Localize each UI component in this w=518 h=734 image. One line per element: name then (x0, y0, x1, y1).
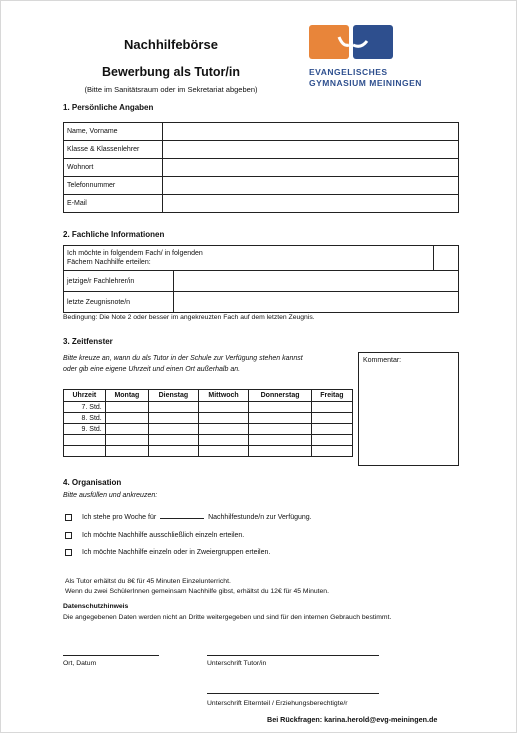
privacy-heading: Datenschutzhinweis (63, 603, 129, 610)
subject-info-table (63, 245, 459, 313)
place-date-label: Ort, Datum (63, 660, 97, 667)
col-tuesday: Dienstag (149, 390, 199, 402)
field-phone[interactable] (163, 177, 459, 195)
table-row (64, 141, 459, 159)
slot-cell[interactable] (249, 402, 311, 413)
section3-heading: 3. Zeitfenster (63, 337, 113, 346)
col-time: Uhrzeit (64, 390, 106, 402)
option-hours-label (82, 514, 312, 521)
slot-cell[interactable] (149, 424, 199, 435)
timeslot-instructions-line2: oder gib eine eigene Uhrzeit und einen Ort außerhalb an. (63, 366, 241, 373)
label-email: E-Mail (64, 195, 163, 213)
field-teacher[interactable] (174, 271, 459, 292)
label-residence: Wohnort (64, 159, 163, 177)
slot-cell[interactable] (249, 446, 311, 457)
logo-wave-icon (353, 25, 393, 59)
col-thursday: Donnerstag (249, 390, 311, 402)
table-header-row (64, 390, 353, 402)
field-grade[interactable] (174, 292, 459, 313)
label-subjects-line2: Fächern Nachhilfe erteilen: (67, 259, 151, 266)
table-row (64, 424, 353, 435)
option-single-label: Ich möchte Nachhilfe ausschließlich einzeln erteilen. (82, 532, 245, 539)
slot-cell[interactable] (198, 424, 249, 435)
field-class[interactable] (163, 141, 459, 159)
slot-cell[interactable] (311, 402, 352, 413)
table-row (64, 177, 459, 195)
option-group-label: Ich möchte Nachhilfe einzeln oder in Zweiergruppen erteilen. (82, 549, 271, 556)
payment-info (65, 577, 329, 597)
slot-cell[interactable] (105, 446, 148, 457)
comment-box[interactable] (358, 352, 459, 466)
document-title: Nachhilfebörse (124, 37, 218, 52)
field-email[interactable] (163, 195, 459, 213)
slot-cell[interactable] (149, 435, 199, 446)
table-row (64, 435, 353, 446)
slot-cell[interactable] (249, 413, 311, 424)
option-hours-text-before: Ich stehe pro Woche für (82, 514, 157, 521)
option-group-checkbox[interactable] (65, 549, 72, 556)
table-row (64, 195, 459, 213)
submission-note: (Bitte im Sanitätsraum oder im Sekretariat abgeben) (84, 85, 258, 94)
logo-text-line1: EVANGELISCHES (309, 67, 388, 77)
field-name[interactable] (163, 123, 459, 141)
logo-text-line2: GYMNASIUM MEININGEN (309, 78, 422, 88)
label-subjects (64, 246, 434, 271)
personal-data-table (63, 122, 459, 213)
label-name: Name, Vorname (64, 123, 163, 141)
slot-cell[interactable] (249, 424, 311, 435)
payment-info-line1: Als Tutor erhältst du 8€ für 45 Minuten Einzelunterricht. (65, 578, 231, 585)
time-cell: 7. Std. (64, 402, 106, 413)
table-row (64, 246, 459, 271)
tutor-signature-line[interactable] (207, 655, 379, 656)
slot-cell[interactable] (149, 446, 199, 457)
col-wednesday: Mittwoch (198, 390, 249, 402)
slot-cell[interactable] (198, 446, 249, 457)
organisation-instructions: Bitte ausfüllen und ankreuzen: (63, 492, 158, 499)
label-teacher: jetzige/r Fachlehrer/in (64, 271, 174, 292)
slot-cell[interactable] (105, 424, 148, 435)
privacy-text: Die angegebenen Daten werden nicht an Dritte weitergegeben und sind für den internen Gebrauch bestimmt. (63, 614, 392, 621)
label-grade: letzte Zeugnisnote/n (64, 292, 174, 313)
table-row (64, 413, 353, 424)
field-residence[interactable] (163, 159, 459, 177)
grade-condition: Bedingung: Die Note 2 oder besser im angekreuzten Fach auf dem letzten Zeugnis. (63, 314, 315, 321)
time-cell: 8. Std. (64, 413, 106, 424)
timeslot-instructions (63, 353, 358, 375)
tutor-signature-label: Unterschrift Tutor/in (207, 660, 267, 667)
option-group-row (65, 549, 270, 556)
field-subjects[interactable] (433, 246, 458, 271)
timeslot-table (63, 389, 353, 457)
section1-heading: 1. Persönliche Angaben (63, 103, 154, 112)
table-row (64, 159, 459, 177)
table-row (64, 271, 459, 292)
time-cell: 9. Std. (64, 424, 106, 435)
logo-figure-icon (309, 25, 349, 59)
logo-right-block (353, 25, 393, 59)
slot-cell[interactable] (249, 435, 311, 446)
option-hours-text-after: Nachhilfestunde/n zur Verfügung. (208, 514, 312, 521)
slot-cell[interactable] (198, 435, 249, 446)
slot-cell[interactable] (311, 424, 352, 435)
hours-blank-input[interactable] (160, 518, 204, 519)
label-class: Klasse & Klassenlehrer (64, 141, 163, 159)
option-hours-row (65, 514, 312, 521)
section4-heading: 4. Organisation (63, 478, 122, 487)
slot-cell[interactable] (311, 446, 352, 457)
table-row (64, 446, 353, 457)
payment-info-line2: Wenn du zwei SchülerInnen gemeinsam Nachhilfe gibst, erhältst du 12€ für 45 Minuten. (65, 588, 329, 595)
logo-left-block (309, 25, 349, 59)
option-single-row (65, 532, 244, 539)
option-hours-checkbox[interactable] (65, 514, 72, 521)
col-monday: Montag (105, 390, 148, 402)
slot-cell[interactable] (198, 402, 249, 413)
option-single-checkbox[interactable] (65, 532, 72, 539)
slot-cell[interactable] (149, 402, 199, 413)
slot-cell[interactable] (105, 435, 148, 446)
time-cell[interactable] (64, 435, 106, 446)
timeslot-instructions-line1: Bitte kreuze an, wann du als Tutor in der Schule zur Verfügung stehen kannst (63, 355, 303, 362)
slot-cell[interactable] (198, 413, 249, 424)
place-date-line[interactable] (63, 655, 159, 656)
slot-cell[interactable] (105, 413, 148, 424)
table-row (64, 123, 459, 141)
table-row (64, 292, 459, 313)
label-subjects-line1: Ich möchte in folgendem Fach/ in folgenden (67, 250, 203, 257)
slot-cell[interactable] (311, 413, 352, 424)
col-friday: Freitag (311, 390, 352, 402)
contact-footer: Bei Rückfragen: karina.herold@evg-meiningen.de (267, 715, 438, 724)
slot-cell[interactable] (149, 413, 199, 424)
parent-signature-line[interactable] (207, 693, 379, 694)
slot-cell[interactable] (311, 435, 352, 446)
label-phone: Telefonnummer (64, 177, 163, 195)
document-subtitle: Bewerbung als Tutor/in (102, 65, 240, 79)
slot-cell[interactable] (105, 402, 148, 413)
comment-label: Kommentar: (363, 357, 402, 364)
time-cell[interactable] (64, 446, 106, 457)
section2-heading: 2. Fachliche Informationen (63, 230, 165, 239)
table-row (64, 402, 353, 413)
parent-signature-label: Unterschrift Elternteil / Erziehungsberechtigte/r (207, 700, 348, 707)
